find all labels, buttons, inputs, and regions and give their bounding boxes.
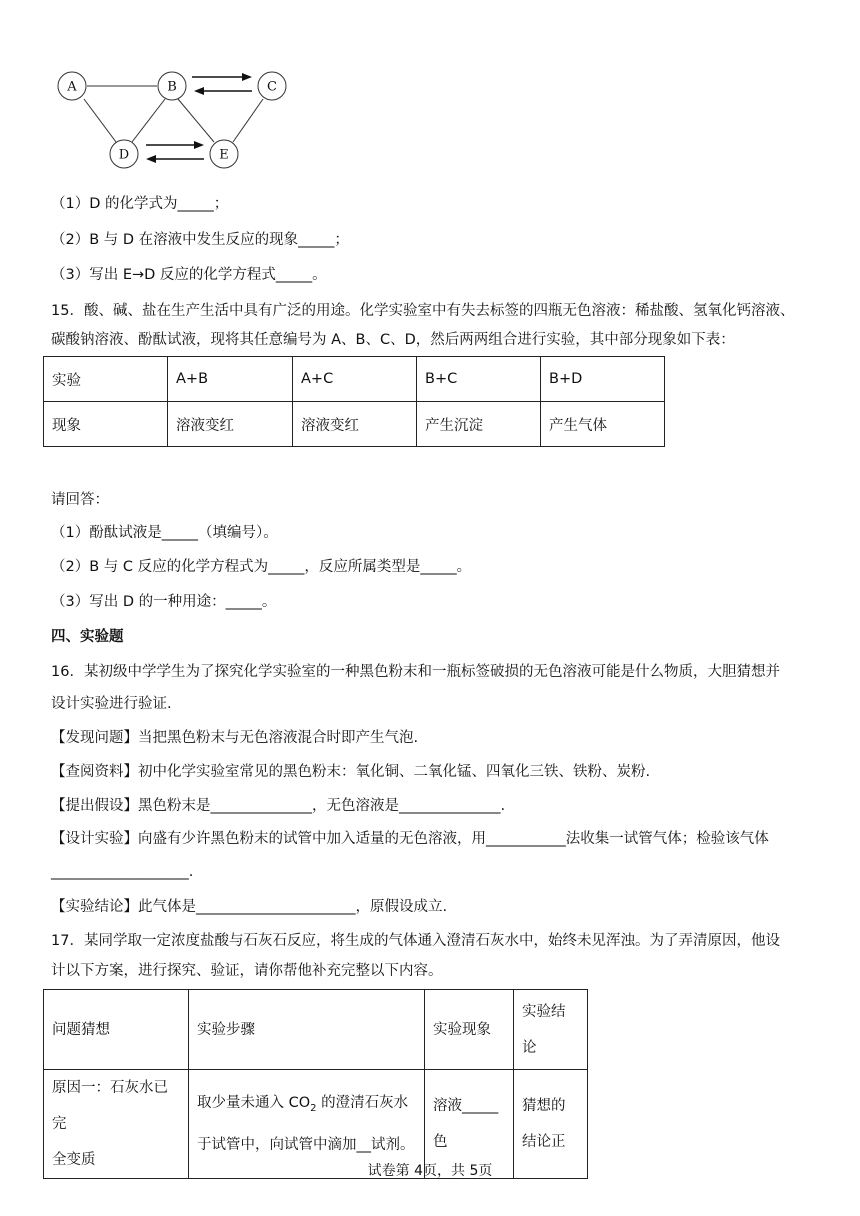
table-cell-text: 实验步骤 <box>197 1021 255 1038</box>
node-a-label: A <box>67 79 77 95</box>
table-cell-text: 实验现象 <box>433 1021 491 1038</box>
q15-stem-line2: 碳酸钠溶液、酚酞试液，现将其任意编号为 A、B、C、D，然后两两组合进行实验，其中部分现象如下表： <box>51 332 735 348</box>
q17-table <box>43 989 588 1179</box>
table-cell-text: 实验结 <box>522 1003 566 1020</box>
q15-sub3: （3）写出 D 的一种用途：_____。 <box>51 594 277 610</box>
table-cell-text: 结论正 <box>522 1134 566 1150</box>
q16-stem-line1: 16．某初级中学学生为了探究化学实验室的一种黑色粉末和一瓶标签破损的无色溶液可能是什么物质，大胆猜想并 <box>51 664 780 680</box>
table-cell: A+B <box>168 357 293 402</box>
table-cell-text: 于试管中，向试管中滴加__试剂。 <box>197 1136 415 1153</box>
table-cell-text: 论 <box>522 1039 537 1056</box>
table-cell-text: 溶液_____ <box>433 1098 499 1114</box>
q15-sub2: （2）B 与 C 反应的化学方程式为_____，反应所属类型是_____。 <box>51 559 472 575</box>
q15-answer-prompt: 请回答： <box>51 492 109 508</box>
table-cell-text: 问题猜想 <box>52 1021 110 1038</box>
subscript: 2 <box>310 1102 317 1114</box>
q16-conclusion: 【实验结论】此气体是______________________，原假设成立. <box>51 899 448 915</box>
table-cell <box>44 990 189 1070</box>
table-cell: B+C <box>417 357 541 402</box>
table-cell: 实验 <box>44 357 168 402</box>
node-e-label: E <box>219 147 229 163</box>
text-fragment: 取少量未通入 CO <box>197 1095 311 1112</box>
table-cell <box>514 990 588 1070</box>
table-row <box>44 357 665 402</box>
section-title: 四、实验题 <box>51 629 124 645</box>
q16-stem-line2: 设计实验进行验证. <box>51 696 172 712</box>
q15-stem-line1: 15．酸、碱、盐在生产生活中具有广泛的用途。化学实验室中有失去标签的四瓶无色溶液：稀盐酸、氢氧化钙溶液、 <box>51 303 795 319</box>
table-cell <box>425 990 514 1070</box>
page-footer: 试卷第 4页，共 5页 <box>367 1163 493 1179</box>
table-cell-text: 猜想的 <box>522 1098 566 1114</box>
table-cell: 产生沉淀 <box>417 402 541 447</box>
node-b-label: B <box>167 79 177 95</box>
table-cell-text <box>197 1085 416 1127</box>
table-cell: 产生气体 <box>541 402 665 447</box>
q16-discover: 【发现问题】当把黑色粉末与无色溶液混合时即产生气泡. <box>51 730 419 746</box>
q16-design-line1: 【设计实验】向盛有少许黑色粉末的试管中加入适量的无色溶液，用___________法收集一试管气体；检验该气体 <box>51 831 769 847</box>
q17-stem-line1: 17．某同学取一定浓度盐酸与石灰石反应，将生成的气体通入澄清石灰水中，始终未见浑浊。为了弄清原因，他设 <box>51 933 780 949</box>
table-cell-text: 原因一：石灰水已完 <box>52 1080 168 1132</box>
table-cell: 溶液变红 <box>168 402 293 447</box>
table-cell: 溶液变红 <box>293 402 417 447</box>
table-cell: B+D <box>541 357 665 402</box>
table-cell-text: 全变质 <box>52 1152 96 1168</box>
reaction-diagram <box>50 62 290 174</box>
q16-design-line2: ___________________. <box>51 864 194 880</box>
q15-table <box>43 356 665 447</box>
table-cell <box>189 990 425 1070</box>
table-row <box>44 402 665 447</box>
node-d-label: D <box>118 147 130 163</box>
text-fragment: 的澄清石灰水 <box>316 1095 409 1112</box>
table-cell-text: 色 <box>433 1134 448 1150</box>
q14-sub3: （3）写出 E→D 反应的化学方程式_____。 <box>51 267 327 283</box>
node-c-label: C <box>267 79 277 95</box>
q14-sub1: （1）D 的化学式为_____； <box>51 196 229 212</box>
q15-sub1: （1）酚酞试液是_____（填编号）。 <box>51 525 278 541</box>
q16-research: 【查阅资料】初中化学实验室常见的黑色粉末：氧化铜、二氧化锰、四氧化三铁、铁粉、炭粉. <box>51 764 651 780</box>
table-cell: 现象 <box>44 402 168 447</box>
q14-sub2: （2）B 与 D 在溶液中发生反应的现象_____； <box>51 232 349 248</box>
table-cell: A+C <box>293 357 417 402</box>
table-row <box>44 990 588 1070</box>
q16-hypothesis: 【提出假设】黑色粉末是______________，无色溶液是______________. <box>51 798 506 814</box>
q17-stem-line2: 计以下方案，进行探究、验证，请你帮他补充完整以下内容。 <box>51 963 443 979</box>
